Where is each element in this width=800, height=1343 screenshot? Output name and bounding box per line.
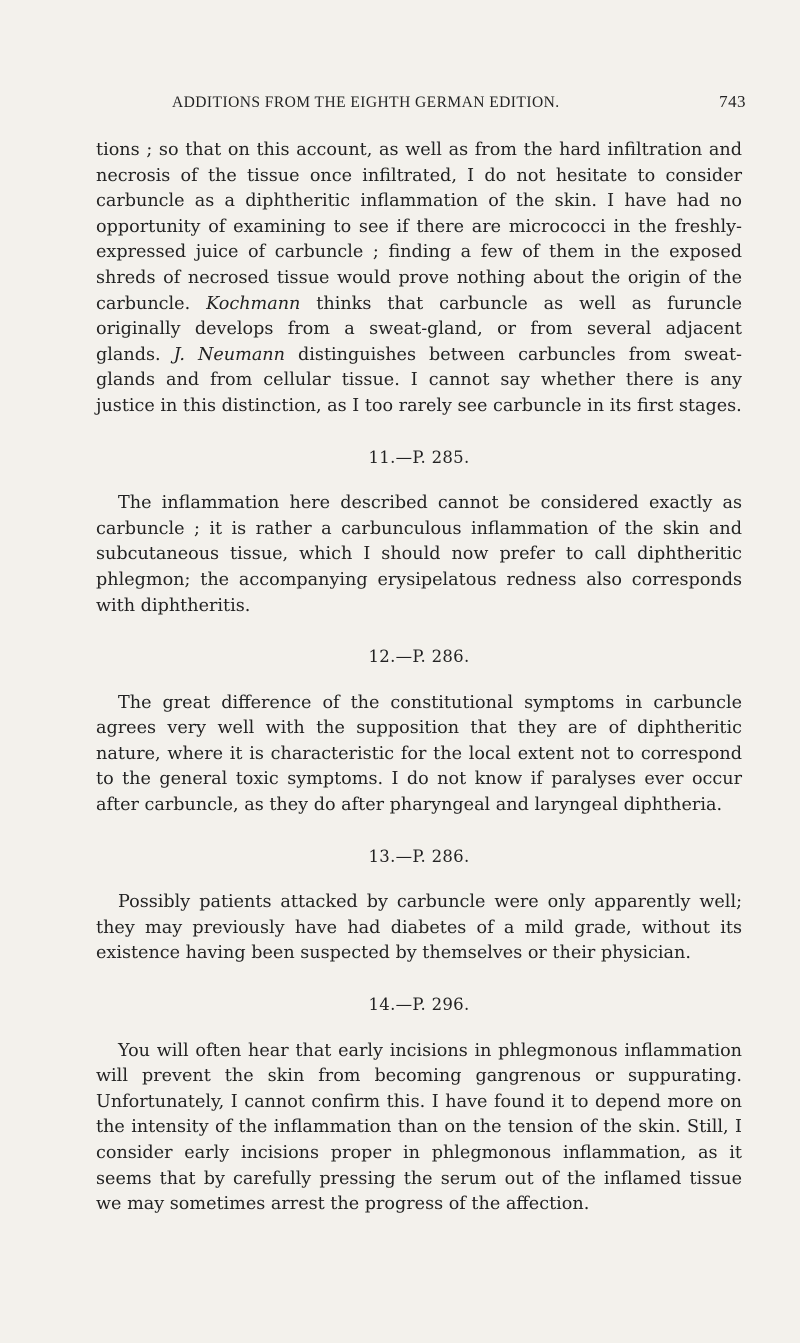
running-head-title: ADDITIONS FROM THE EIGHTH GERMAN EDITION.	[172, 94, 560, 111]
section-paragraph-13: Possibly patients attacked by carbuncle were only apparently well; they may previously have had diabetes of a mild grade, without its existence having been suspected by themselves or their physician.	[96, 892, 742, 964]
continuation-paragraph	[96, 138, 742, 420]
author-name-neumann: J. Neumann	[173, 344, 285, 365]
paragraph-text: thinks that carbuncle as well as furuncle originally develops from a sweat-gland, or from several adjacent glands.	[96, 293, 742, 365]
paragraph-text: tions ; so that on this account, as well as from the hard infiltration and necrosis of the tissue once infiltrated, I do not hesitate to consider carbuncle as a diphtheritic inflammation of the skin. I have had no opportunity of examining to see if there are micrococci in the freshly-expressed juice of carbuncle ; finding a few of them in the exposed shreds of necrosed tissue would prove nothing about the origin of the carbuncle.	[96, 140, 742, 314]
section-paragraph-11: The inflammation here described cannot be considered exactly as carbuncle ; it is rather a carbunculous inflammation of the skin and subcutaneous tissue, which I should now prefer to call diphtheritic phlegmon; the accompanying erysipelatous redness also corresponds with diphtheritis.	[96, 493, 742, 616]
section-heading-14: 14.—P. 296.	[368, 995, 470, 1015]
page-number: 743	[719, 92, 746, 111]
author-name-kochmann: Kochmann	[206, 293, 301, 314]
page-body	[96, 138, 742, 1218]
section-heading-12: 12.—P. 286.	[368, 647, 470, 667]
section-heading-11: 11.—P. 285.	[368, 447, 470, 467]
running-head	[172, 92, 746, 112]
section-paragraph-14: You will often hear that early incisions in phlegmonous inflammation will prevent the skin from becoming gangrenous or suppurating. Unfortunately, I cannot confirm this. I have found it to depend more on the intensity of the inflammation than on the tension of the skin. Still, I consider early incisions proper in phlegmonous inflammation, as it seems that by carefully pressing the serum out of the inflamed tissue we may sometimes arrest the progress of the affection.	[96, 1040, 742, 1215]
section-heading-13: 13.—P. 286.	[368, 846, 470, 866]
section-paragraph-12: The great difference of the constitutional symptoms in carbuncle agrees very well with the supposition that they are of diphtheritic nature, where it is characteristic for the local extent not to correspond to the general toxic symptoms. I do not know if paralyses ever occur after carbuncle, as they do after pharyngeal and laryngeal diphtheria.	[96, 692, 742, 816]
paragraph-text: distinguishes between carbuncles from sweat-glands and from cellular tissue. I cannot say whether there is any justice in this distinction, as I too rarely see carbuncle in its first stages.	[96, 344, 742, 416]
